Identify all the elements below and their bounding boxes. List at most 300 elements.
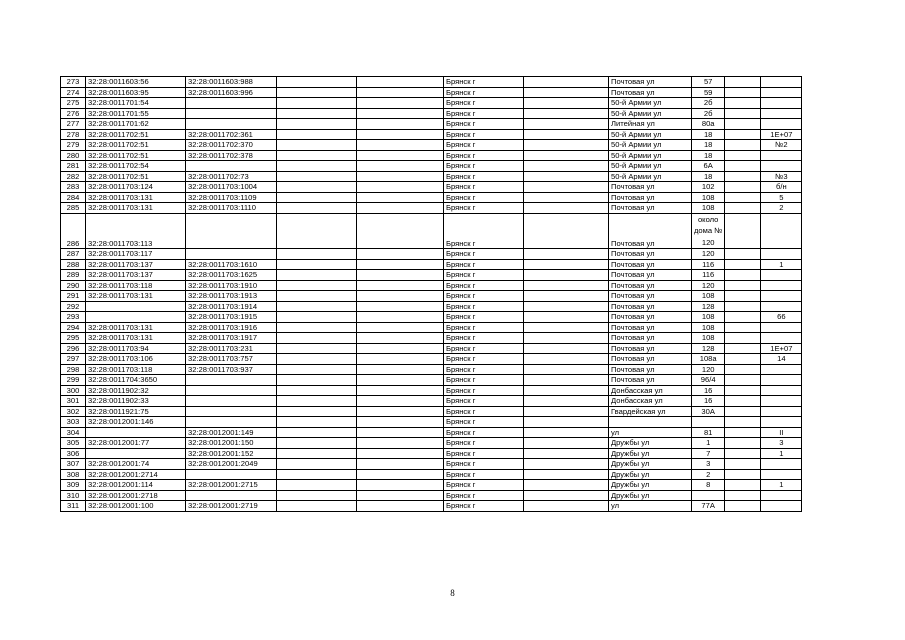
street-cell: Почтовая ул xyxy=(609,375,692,386)
cadastral-number-cell: 32:28:0011703:131 xyxy=(86,322,186,333)
empty-cell xyxy=(357,119,444,130)
empty-cell xyxy=(725,87,761,98)
table-row xyxy=(61,87,802,98)
premises-cadastral-cell: 32:28:0012001:2049 xyxy=(186,459,277,470)
table-row xyxy=(61,501,802,512)
empty-cell xyxy=(524,480,609,491)
city-cell: Брянск г xyxy=(444,312,524,323)
cadastral-number-cell: 32:28:0011921:75 xyxy=(86,406,186,417)
city-cell: Брянск г xyxy=(444,182,524,193)
extra-cell xyxy=(761,322,802,333)
premises-cadastral-cell xyxy=(186,490,277,501)
empty-cell xyxy=(524,385,609,396)
table-row xyxy=(61,364,802,375)
extra-cell: 66 xyxy=(761,312,802,323)
street-cell xyxy=(609,417,692,428)
extra-cell xyxy=(761,385,802,396)
cadastral-number-cell: 32:28:0011703:131 xyxy=(86,333,186,344)
street-cell: Дружбы ул xyxy=(609,480,692,491)
house-cell: 108 xyxy=(692,291,725,302)
premises-cadastral-cell: 32:28:0012001:150 xyxy=(186,438,277,449)
empty-cell xyxy=(725,249,761,260)
premises-cadastral-cell: 32:28:0012001:2715 xyxy=(186,480,277,491)
row-number-cell: 304 xyxy=(61,427,86,438)
empty-cell xyxy=(357,171,444,182)
empty-cell xyxy=(725,77,761,88)
cadastral-number-cell: 32:28:0011902:33 xyxy=(86,396,186,407)
empty-cell xyxy=(725,322,761,333)
street-cell: Почтовая ул xyxy=(609,213,692,249)
city-cell: Брянск г xyxy=(444,150,524,161)
street-cell: Донбасская ул xyxy=(609,385,692,396)
empty-cell xyxy=(277,417,357,428)
house-cell: 18 xyxy=(692,129,725,140)
street-cell: Почтовая ул xyxy=(609,203,692,214)
table-row xyxy=(61,171,802,182)
row-number-cell: 294 xyxy=(61,322,86,333)
extra-cell xyxy=(761,270,802,281)
row-number-cell: 288 xyxy=(61,259,86,270)
extra-cell: №3 xyxy=(761,171,802,182)
empty-cell xyxy=(725,343,761,354)
empty-cell xyxy=(725,301,761,312)
row-number-cell: 276 xyxy=(61,108,86,119)
city-cell: Брянск г xyxy=(444,98,524,109)
house-cell: 8 xyxy=(692,480,725,491)
empty-cell xyxy=(277,203,357,214)
empty-cell xyxy=(357,291,444,302)
empty-cell xyxy=(357,87,444,98)
empty-cell xyxy=(725,182,761,193)
empty-cell xyxy=(357,129,444,140)
empty-cell xyxy=(357,448,444,459)
extra-cell xyxy=(761,98,802,109)
empty-cell xyxy=(277,249,357,260)
table-row xyxy=(61,406,802,417)
empty-cell xyxy=(524,406,609,417)
street-cell: 50-й Армии ул xyxy=(609,140,692,151)
extra-cell xyxy=(761,301,802,312)
cadastral-number-cell: 32:28:0011603:56 xyxy=(86,77,186,88)
empty-cell xyxy=(524,291,609,302)
cadastral-number-cell: 32:28:0011702:51 xyxy=(86,150,186,161)
city-cell: Брянск г xyxy=(444,385,524,396)
extra-cell xyxy=(761,396,802,407)
row-number-cell: 296 xyxy=(61,343,86,354)
empty-cell xyxy=(357,333,444,344)
row-number-cell: 295 xyxy=(61,333,86,344)
cadastral-number-cell: 32:28:0012001:77 xyxy=(86,438,186,449)
street-cell: 50-й Армии ул xyxy=(609,108,692,119)
row-number-cell: 279 xyxy=(61,140,86,151)
street-cell: Почтовая ул xyxy=(609,312,692,323)
extra-cell xyxy=(761,406,802,417)
house-cell: 108 xyxy=(692,333,725,344)
empty-cell xyxy=(277,364,357,375)
cadastral-number-cell: 32:28:0012001:2718 xyxy=(86,490,186,501)
empty-cell xyxy=(524,270,609,281)
extra-cell xyxy=(761,417,802,428)
extra-cell xyxy=(761,280,802,291)
row-number-cell: 284 xyxy=(61,192,86,203)
empty-cell xyxy=(725,501,761,512)
city-cell: Брянск г xyxy=(444,501,524,512)
empty-cell xyxy=(357,192,444,203)
city-cell: Брянск г xyxy=(444,322,524,333)
empty-cell xyxy=(524,259,609,270)
table-row xyxy=(61,375,802,386)
premises-cadastral-cell xyxy=(186,161,277,172)
row-number-cell: 292 xyxy=(61,301,86,312)
empty-cell xyxy=(277,427,357,438)
row-number-cell: 278 xyxy=(61,129,86,140)
empty-cell xyxy=(725,459,761,470)
premises-cadastral-cell xyxy=(186,469,277,480)
table-row xyxy=(61,333,802,344)
empty-cell xyxy=(277,98,357,109)
empty-cell xyxy=(725,213,761,249)
house-cell: 80а xyxy=(692,119,725,130)
table-row xyxy=(61,98,802,109)
cadastral-number-cell: 32:28:0011701:55 xyxy=(86,108,186,119)
extra-cell xyxy=(761,333,802,344)
table-row xyxy=(61,312,802,323)
row-number-cell: 306 xyxy=(61,448,86,459)
empty-cell xyxy=(277,291,357,302)
extra-cell xyxy=(761,150,802,161)
cadastral-number-cell: 32:28:0011702:51 xyxy=(86,171,186,182)
table-row xyxy=(61,448,802,459)
table-row xyxy=(61,77,802,88)
empty-cell xyxy=(357,270,444,281)
premises-cadastral-cell: 32:28:0011703:1915 xyxy=(186,312,277,323)
table-row xyxy=(61,119,802,130)
empty-cell xyxy=(357,406,444,417)
extra-cell xyxy=(761,161,802,172)
house-cell: 102 xyxy=(692,182,725,193)
city-cell: Брянск г xyxy=(444,259,524,270)
premises-cadastral-cell: 32:28:0011703:1910 xyxy=(186,280,277,291)
city-cell: Брянск г xyxy=(444,140,524,151)
city-cell: Брянск г xyxy=(444,343,524,354)
empty-cell xyxy=(524,501,609,512)
empty-cell xyxy=(725,203,761,214)
cadastral-number-cell: 32:28:0011703:94 xyxy=(86,343,186,354)
house-cell: 120 xyxy=(692,249,725,260)
cadastral-number-cell xyxy=(86,448,186,459)
house-cell: 128 xyxy=(692,343,725,354)
street-cell: Гвардейская ул xyxy=(609,406,692,417)
empty-cell xyxy=(357,469,444,480)
premises-cadastral-cell: 32:28:0011703:1914 xyxy=(186,301,277,312)
empty-cell xyxy=(524,438,609,449)
house-cell xyxy=(692,417,725,428)
extra-cell xyxy=(761,469,802,480)
city-cell: Брянск г xyxy=(444,438,524,449)
house-cell: 16 xyxy=(692,396,725,407)
city-cell: Брянск г xyxy=(444,203,524,214)
house-cell: 108 xyxy=(692,312,725,323)
extra-cell: 3 xyxy=(761,438,802,449)
street-cell: 50-й Армии ул xyxy=(609,98,692,109)
empty-cell xyxy=(357,150,444,161)
premises-cadastral-cell: 32:28:0011703:1610 xyxy=(186,259,277,270)
premises-cadastral-cell: 32:28:0011702:73 xyxy=(186,171,277,182)
empty-cell xyxy=(277,385,357,396)
empty-cell xyxy=(725,312,761,323)
cadastral-number-cell: 32:28:0011703:118 xyxy=(86,364,186,375)
row-number-cell: 287 xyxy=(61,249,86,260)
empty-cell xyxy=(725,140,761,151)
empty-cell xyxy=(357,417,444,428)
row-number-cell: 301 xyxy=(61,396,86,407)
empty-cell xyxy=(524,150,609,161)
table-row xyxy=(61,343,802,354)
cadastral-number-cell: 32:28:0011702:54 xyxy=(86,161,186,172)
extra-cell: 1E+07 xyxy=(761,343,802,354)
cadastral-number-cell: 32:28:0011703:106 xyxy=(86,354,186,365)
row-number-cell: 309 xyxy=(61,480,86,491)
empty-cell xyxy=(524,333,609,344)
extra-cell: 5 xyxy=(761,192,802,203)
empty-cell xyxy=(277,343,357,354)
empty-cell xyxy=(524,312,609,323)
empty-cell xyxy=(277,301,357,312)
city-cell: Брянск г xyxy=(444,396,524,407)
empty-cell xyxy=(357,259,444,270)
empty-cell xyxy=(725,438,761,449)
empty-cell xyxy=(524,490,609,501)
empty-cell xyxy=(357,343,444,354)
extra-cell xyxy=(761,375,802,386)
house-cell xyxy=(692,490,725,501)
extra-cell xyxy=(761,213,802,249)
empty-cell xyxy=(524,77,609,88)
empty-cell xyxy=(357,182,444,193)
extra-cell: II xyxy=(761,427,802,438)
empty-cell xyxy=(524,396,609,407)
house-cell: 1 xyxy=(692,438,725,449)
empty-cell xyxy=(524,119,609,130)
street-cell: Почтовая ул xyxy=(609,301,692,312)
table-row xyxy=(61,396,802,407)
city-cell: Брянск г xyxy=(444,192,524,203)
empty-cell xyxy=(357,364,444,375)
empty-cell xyxy=(357,213,444,249)
empty-cell xyxy=(357,322,444,333)
street-cell: Почтовая ул xyxy=(609,280,692,291)
empty-cell xyxy=(277,280,357,291)
premises-cadastral-cell: 32:28:0011603:988 xyxy=(186,77,277,88)
cadastral-number-cell: 32:28:0012001:146 xyxy=(86,417,186,428)
house-cell: 7 xyxy=(692,448,725,459)
house-cell: 3 xyxy=(692,459,725,470)
house-cell: 2б xyxy=(692,108,725,119)
empty-cell xyxy=(524,427,609,438)
empty-cell xyxy=(357,438,444,449)
empty-cell xyxy=(725,480,761,491)
empty-cell xyxy=(277,333,357,344)
house-cell: 18 xyxy=(692,171,725,182)
table-row xyxy=(61,129,802,140)
table-row xyxy=(61,259,802,270)
empty-cell xyxy=(524,140,609,151)
empty-cell xyxy=(277,312,357,323)
extra-cell xyxy=(761,119,802,130)
row-number-cell: 293 xyxy=(61,312,86,323)
house-cell: 108 xyxy=(692,322,725,333)
table-row xyxy=(61,417,802,428)
empty-cell xyxy=(277,270,357,281)
empty-cell xyxy=(357,98,444,109)
empty-cell xyxy=(524,108,609,119)
premises-cadastral-cell xyxy=(186,98,277,109)
table-row xyxy=(61,161,802,172)
premises-cadastral-cell: 32:28:0011703:1913 xyxy=(186,291,277,302)
premises-cadastral-cell: 32:28:0011703:231 xyxy=(186,343,277,354)
empty-cell xyxy=(357,161,444,172)
premises-cadastral-cell xyxy=(186,249,277,260)
row-number-cell: 298 xyxy=(61,364,86,375)
street-cell: 50-й Армии ул xyxy=(609,161,692,172)
city-cell: Брянск г xyxy=(444,406,524,417)
empty-cell xyxy=(725,385,761,396)
extra-cell: 1 xyxy=(761,259,802,270)
house-cell xyxy=(692,213,725,249)
row-number-cell: 300 xyxy=(61,385,86,396)
empty-cell xyxy=(725,171,761,182)
premises-cadastral-cell xyxy=(186,213,277,249)
city-cell: Брянск г xyxy=(444,291,524,302)
cadastral-number-cell: 32:28:0011702:51 xyxy=(86,140,186,151)
street-cell: Дружбы ул xyxy=(609,469,692,480)
empty-cell xyxy=(524,87,609,98)
house-cell: 81 xyxy=(692,427,725,438)
empty-cell xyxy=(277,322,357,333)
row-number-cell: 290 xyxy=(61,280,86,291)
city-cell: Брянск г xyxy=(444,417,524,428)
premises-cadastral-cell xyxy=(186,406,277,417)
empty-cell xyxy=(524,213,609,249)
extra-cell xyxy=(761,249,802,260)
extra-cell xyxy=(761,459,802,470)
street-cell: 50-й Армии ул xyxy=(609,129,692,140)
cadastral-number-cell: 32:28:0011701:62 xyxy=(86,119,186,130)
row-number-cell: 280 xyxy=(61,150,86,161)
extra-cell xyxy=(761,77,802,88)
house-cell: 30А xyxy=(692,406,725,417)
premises-cadastral-cell: 32:28:0011603:996 xyxy=(186,87,277,98)
house-cell: 108 xyxy=(692,203,725,214)
row-number-cell: 291 xyxy=(61,291,86,302)
empty-cell xyxy=(277,469,357,480)
street-cell: 50-й Армии ул xyxy=(609,150,692,161)
city-cell: Брянск г xyxy=(444,354,524,365)
cadastral-number-cell: 32:28:0011702:51 xyxy=(86,129,186,140)
empty-cell xyxy=(277,77,357,88)
house-cell: 116 xyxy=(692,259,725,270)
cadastral-number-cell: 32:28:0011703:137 xyxy=(86,270,186,281)
cadastral-number-cell: 32:28:0011701:54 xyxy=(86,98,186,109)
empty-cell xyxy=(524,280,609,291)
street-cell: Почтовая ул xyxy=(609,322,692,333)
row-number-cell: 308 xyxy=(61,469,86,480)
cadastral-number-cell: 32:28:0011703:131 xyxy=(86,192,186,203)
empty-cell xyxy=(277,448,357,459)
city-cell: Брянск г xyxy=(444,171,524,182)
cadastral-number-cell xyxy=(86,427,186,438)
premises-cadastral-cell xyxy=(186,417,277,428)
row-number-cell: 277 xyxy=(61,119,86,130)
city-cell: Брянск г xyxy=(444,448,524,459)
empty-cell xyxy=(277,480,357,491)
empty-cell xyxy=(277,108,357,119)
empty-cell xyxy=(277,161,357,172)
empty-cell xyxy=(357,77,444,88)
city-cell: Брянск г xyxy=(444,333,524,344)
empty-cell xyxy=(725,448,761,459)
empty-cell xyxy=(725,161,761,172)
house-cell: 18 xyxy=(692,140,725,151)
extra-cell xyxy=(761,501,802,512)
cadastral-number-cell: 32:28:0011902:32 xyxy=(86,385,186,396)
house-number: 120 xyxy=(701,237,715,247)
empty-cell xyxy=(725,364,761,375)
table-row xyxy=(61,270,802,281)
extra-cell xyxy=(761,364,802,375)
empty-cell xyxy=(524,322,609,333)
cadastral-number-cell: 32:28:0011703:124 xyxy=(86,182,186,193)
premises-cadastral-cell: 32:28:0011702:370 xyxy=(186,140,277,151)
table-row xyxy=(61,140,802,151)
row-number-cell: 299 xyxy=(61,375,86,386)
street-cell: Почтовая ул xyxy=(609,192,692,203)
empty-cell xyxy=(277,459,357,470)
city-cell: Брянск г xyxy=(444,213,524,249)
table-row xyxy=(61,108,802,119)
empty-cell xyxy=(277,182,357,193)
premises-cadastral-cell: 32:28:0011702:378 xyxy=(186,150,277,161)
empty-cell xyxy=(357,301,444,312)
empty-cell xyxy=(277,192,357,203)
extra-cell: б/н xyxy=(761,182,802,193)
table-row xyxy=(61,354,802,365)
premises-cadastral-cell: 32:28:0011703:1916 xyxy=(186,322,277,333)
table-row xyxy=(61,490,802,501)
house-note: дома № xyxy=(694,226,723,235)
empty-cell xyxy=(277,150,357,161)
empty-cell xyxy=(277,396,357,407)
empty-cell xyxy=(357,108,444,119)
premises-cadastral-cell xyxy=(186,108,277,119)
extra-cell xyxy=(761,291,802,302)
row-number-cell: 273 xyxy=(61,77,86,88)
empty-cell xyxy=(524,459,609,470)
empty-cell xyxy=(357,480,444,491)
cadastral-number-cell: 32:28:0011703:113 xyxy=(86,213,186,249)
empty-cell xyxy=(357,396,444,407)
city-cell: Брянск г xyxy=(444,119,524,130)
empty-cell xyxy=(277,490,357,501)
city-cell: Брянск г xyxy=(444,490,524,501)
city-cell: Брянск г xyxy=(444,270,524,281)
extra-cell: 1 xyxy=(761,480,802,491)
table-row xyxy=(61,192,802,203)
empty-cell xyxy=(277,171,357,182)
house-note: около xyxy=(697,214,719,224)
table-row xyxy=(61,469,802,480)
row-number-cell: 297 xyxy=(61,354,86,365)
